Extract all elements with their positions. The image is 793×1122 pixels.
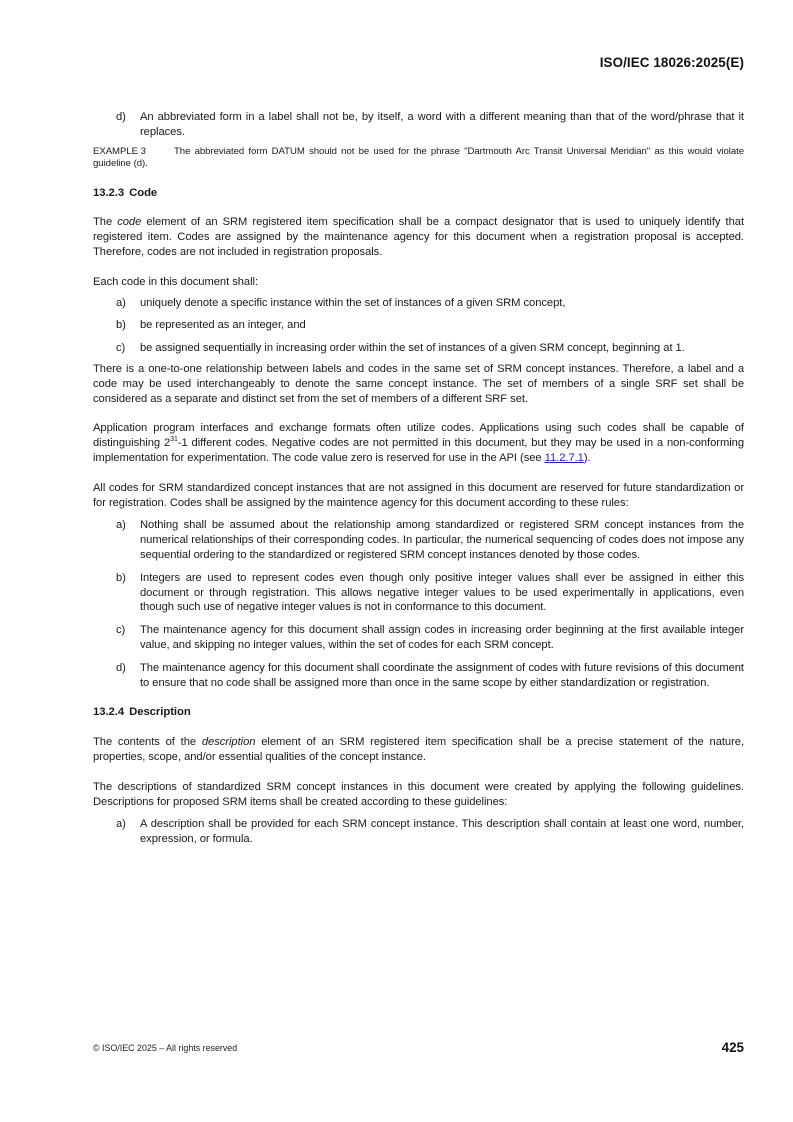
list-item-text: uniquely denote a specific instance within the set of instances of a given SRM concept, [140,296,566,309]
list-marker: d) [116,111,126,123]
list-marker: b) [116,319,126,332]
list-item-text: A description shall be provided for each SRM concept instance. This description shall contain at least one word, number, expression, or formula. [140,818,744,846]
ordered-list [93,296,744,356]
list-item-text: be represented as an integer, and [140,319,306,332]
list-marker: a) [116,519,126,532]
example-note [93,146,744,171]
list-item [93,623,744,653]
list-item [93,817,744,847]
section-number: 13.2.4 [93,706,125,719]
list-item-text: be assigned sequentially in increasing order within the set of instances of a given SRM concept, beginning at 1. [140,342,685,355]
list-marker: b) [116,571,126,584]
text-run: element of an SRM registered item specification shall be a compact designator that is used to uniquely identify that registered item. Codes are assigned by the maintenance agency for this document when a registration proposal is accepted. Therefore, codes are not included in registration proposals. [93,216,745,258]
list-item-text: The maintenance agency for this document shall coordinate the assignment of codes with future revisions of this document to ensure that no code shall be assigned more than once in the same scope by either standardization or registration. [140,661,744,689]
ordered-list [93,817,744,847]
list-item [93,571,744,615]
list-item-text: Nothing shall be assumed about the relationship among standardized or registered SRM concept instances from the numerical relationships of their corresponding codes. In particular, the numerical sequencing of codes does not impose any sequential ordering to the standardized or registered SRM concept instances denoted by those codes. [140,519,744,561]
superscript: 31 [170,435,178,443]
text-run: The contents of the [93,736,202,749]
document-identifier: ISO/IEC 18026:2025(E) [599,55,744,70]
list-item [93,341,744,356]
copyright-notice: © ISO/IEC 2025 – All rights reserved [93,1043,238,1053]
paragraph: The descriptions of standardized SRM concept instances in this document were created by applying the following guidelines. Descriptions for proposed SRM items shall be created according to these guidelines: [93,780,744,808]
example-label: EXAMPLE 3 [93,145,146,157]
section-heading-code [93,186,744,201]
paragraph: All codes for SRM standardized concept instances that are not assigned in this document are reserved for future standardization or for registration. Codes shall be assigned by the maintence agency for this document according to these rules: [93,481,744,509]
text-run: The [93,216,118,229]
list-item-text: The maintenance agency for this document shall assign codes in increasing order beginning at the first available integer value, and skipping no integer values, within the set of codes for each SRM concept. [140,624,744,651]
list-item [93,661,744,691]
section-number: 13.2.3 [93,186,125,199]
paragraph [93,735,744,765]
text-run: -1 different codes. Negative codes are not permitted in this document, but they may be used in a non-conforming implementation for experimentation. The code value zero is reserved for use in the API (see [93,437,744,464]
paragraph [93,215,744,259]
paragraph: Each code in this document shall: [93,275,259,288]
list-item [93,518,744,562]
page-number: 425 [721,1040,744,1055]
section-heading-description [93,705,744,720]
text-run: ). [583,451,591,464]
cross-reference-link[interactable]: 11.2.7.1 [544,451,584,464]
list-marker: c) [116,624,126,637]
list-item-text: An abbreviated form in a label shall not be, by itself, a word with a different meaning than that of the word/phrase that it replaces. [140,111,744,138]
list-item-text: Integers are used to represent codes even though only positive integer values shall ever be assigned in either this document or through registration. This allows negative integer values to be used experimentally in applications, even though such use of negative integer values is not in conformance to this document. [140,571,744,614]
text-run: element of an SRM registered item specification shall be a precise statement of the nature, properties, scope, and/or essential qualities of the concept instance. [93,736,745,763]
page-content [93,110,744,847]
list-item [93,110,744,140]
list-item [93,318,744,333]
list-marker: d) [116,661,126,674]
emphasis-term: code [117,216,142,229]
ordered-list [93,518,744,690]
list-marker: a) [116,818,126,831]
emphasis-term: description [201,736,256,749]
list-marker: a) [116,296,126,309]
paragraph [93,421,744,465]
example-text: The abbreviated form DATUM should not be used for the phrase "Dartmouth Arc Transit Universal Meridian" as this would violate guideline (d). [93,145,744,170]
section-title: Code [129,186,158,199]
list-item [93,296,744,311]
text-run: Application program interfaces and exchange formats often utilize codes. Applications using such codes shall be capable of distinguishing 2 [93,422,744,450]
section-title: Description [129,706,191,719]
paragraph: There is a one-to-one relationship between labels and codes in the same set of SRM concept instances. Therefore, a label and a code may be used interchangeably to denote the same concept instance. The set of members of a single SRF set shall be considered as a separate and distinct set from the set of members of a different SRF set. [93,362,744,405]
list-marker: c) [116,342,126,355]
